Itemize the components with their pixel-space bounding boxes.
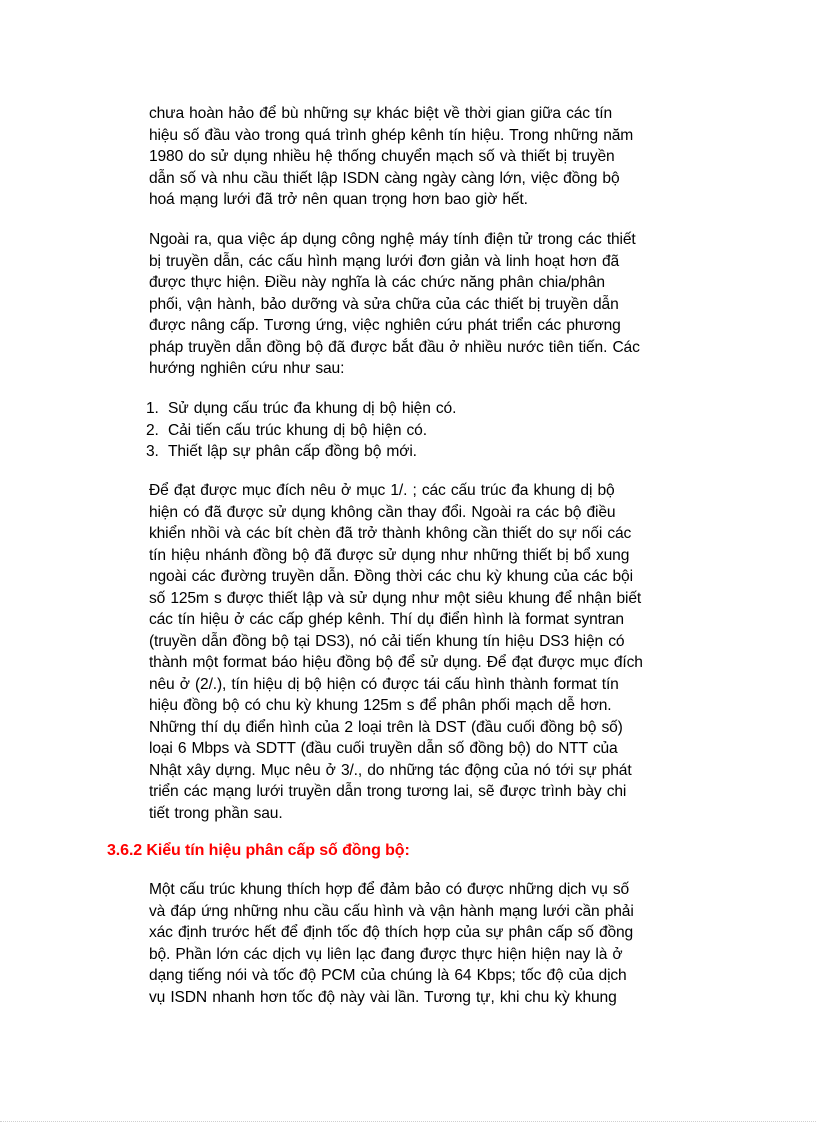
text-line: Ngoài ra, qua việc áp dụng công nghệ máy tính điện tử trong các thiết — [149, 231, 636, 248]
numbered-list — [146, 398, 706, 463]
page-bottom-divider — [0, 1121, 816, 1122]
text-line: hiệu đồng bộ có chu kỳ khung 125m s để phân phối mạch dễ hơn. — [149, 697, 612, 714]
text-line: số 125m s được thiết lập và sử dụng như một siêu khung để nhận biết — [149, 589, 642, 607]
text-line: pháp truyền dẫn đồng bộ đã được bắt đầu ở nhiều nước tiên tiến. Các — [149, 338, 640, 356]
text-line: tiết trong phần sau. — [149, 804, 283, 822]
list-item — [146, 398, 706, 420]
paragraph-2 — [149, 229, 699, 380]
list-item-number: 2. — [146, 421, 159, 439]
text-line: loại 6 Mbps và SDTT (đầu cuối truyền dẫn số đồng bộ) do NTT của — [149, 740, 618, 757]
paragraph-1 — [149, 103, 699, 211]
text-line: Để đạt được mục đích nêu ở mục 1/. ; các cấu trúc đa khung dị bộ — [149, 482, 615, 499]
text-line: nêu ở (2/.), tín hiệu dị bộ hiện có được tái cấu hình thành format tín — [149, 675, 619, 693]
text-line: hiện có đã được sử dụng không cần thay đổi. Ngoài ra các bộ điều — [149, 503, 616, 521]
text-line: hoá mạng lưới đã trở nên quan trọng hơn bao giờ hết. — [149, 191, 528, 208]
text-line: triển các mạng lưới truyền dẫn trong tương lai, sẽ được trình bày chi — [149, 783, 627, 800]
list-item-text: Sử dụng cấu trúc đa khung dị bộ hiện có. — [168, 400, 457, 417]
list-item — [146, 441, 706, 463]
text-line: Một cấu trúc khung thích hợp để đảm bảo có được những dịch vụ số — [149, 881, 630, 898]
text-line: thành một format báo hiệu đồng bộ để sử dụng. Để đạt được mục đích — [149, 654, 643, 671]
list-item-text: Thiết lập sự phân cấp đồng bộ mới. — [168, 443, 417, 460]
text-line: dẫn số và nhu cầu thiết lập ISDN càng ngày càng lớn, việc đồng bộ — [149, 169, 620, 187]
text-line: được nâng cấp. Tương ứng, việc nghiên cứu phát triển các phương — [149, 317, 621, 334]
text-line: hướng nghiên cứu như sau: — [149, 360, 345, 377]
text-line: xác định trước hết để định tốc độ thích hợp của sự phân cấp số đồng — [149, 924, 634, 941]
text-line: Những thí dụ điển hình của 2 loại trên là DST (đầu cuối đồng bộ số) — [149, 718, 623, 736]
text-line: bị truyền dẫn, các cấu hình mạng lưới đơn giản và linh hoạt hơn đã — [149, 252, 620, 270]
list-item-text: Cải tiến cấu trúc khung dị bộ hiện có. — [168, 421, 427, 439]
list-item-number: 3. — [146, 443, 159, 460]
section-heading: 3.6.2 Kiểu tín hiệu phân cấp số đồng bộ: — [107, 842, 410, 859]
text-line: (truyền dẫn đồng bộ tại DS3), nó cải tiến khung tín hiệu DS3 hiện có — [149, 632, 625, 650]
text-line: chưa hoàn hảo để bù những sự khác biệt về thời gian giữa các tín — [149, 105, 612, 122]
text-line: bộ. Phần lớn các dịch vụ liên lạc đang được thực hiện hiện nay là ở — [149, 945, 623, 963]
list-item — [146, 420, 706, 442]
text-line: tín hiệu nhánh đồng bộ đã được sử dụng như những thiết bị bổ xung — [149, 546, 630, 564]
list-item-number: 1. — [146, 400, 159, 417]
text-line: hiệu số đầu vào trong quá trình ghép kênh tín hiệu. Trong những năm — [149, 126, 634, 144]
text-line: dạng tiếng nói và tốc độ PCM của chúng là 64 Kbps; tốc độ của dịch — [149, 967, 627, 984]
text-line: khiển nhồi và các bít chèn đã trở thành không cần thiết do sự nối các — [149, 525, 632, 542]
text-line: vụ ISDN nhanh hơn tốc độ này vài lần. Tương tự, khi chu kỳ khung — [149, 988, 617, 1006]
text-line: phối, vận hành, bảo dưỡng và sửa chữa của các thiết bị truyền dẫn — [149, 295, 619, 313]
paragraph-3 — [149, 480, 699, 824]
text-line: được thực hiện. Điều này nghĩa là các chức năng phân chia/phân — [149, 274, 605, 291]
paragraph-4 — [149, 879, 699, 1008]
text-line: Nhật xây dựng. Mục nêu ở 3/., do những tác động của nó tới sự phát — [149, 761, 632, 779]
text-line: và đáp ứng những nhu cầu cấu hình và vận hành mạng lưới cần phải — [149, 902, 634, 920]
text-line: ngoài các đường truyền dẫn. Đồng thời các chu kỳ khung của các bội — [149, 568, 633, 585]
text-line: 1980 do sử dụng nhiều hệ thống chuyển mạch số và thiết bị truyền — [149, 148, 615, 165]
text-line: các tín hiệu ở các cấp ghép kênh. Thí dụ điển hình là format syntran — [149, 611, 624, 628]
